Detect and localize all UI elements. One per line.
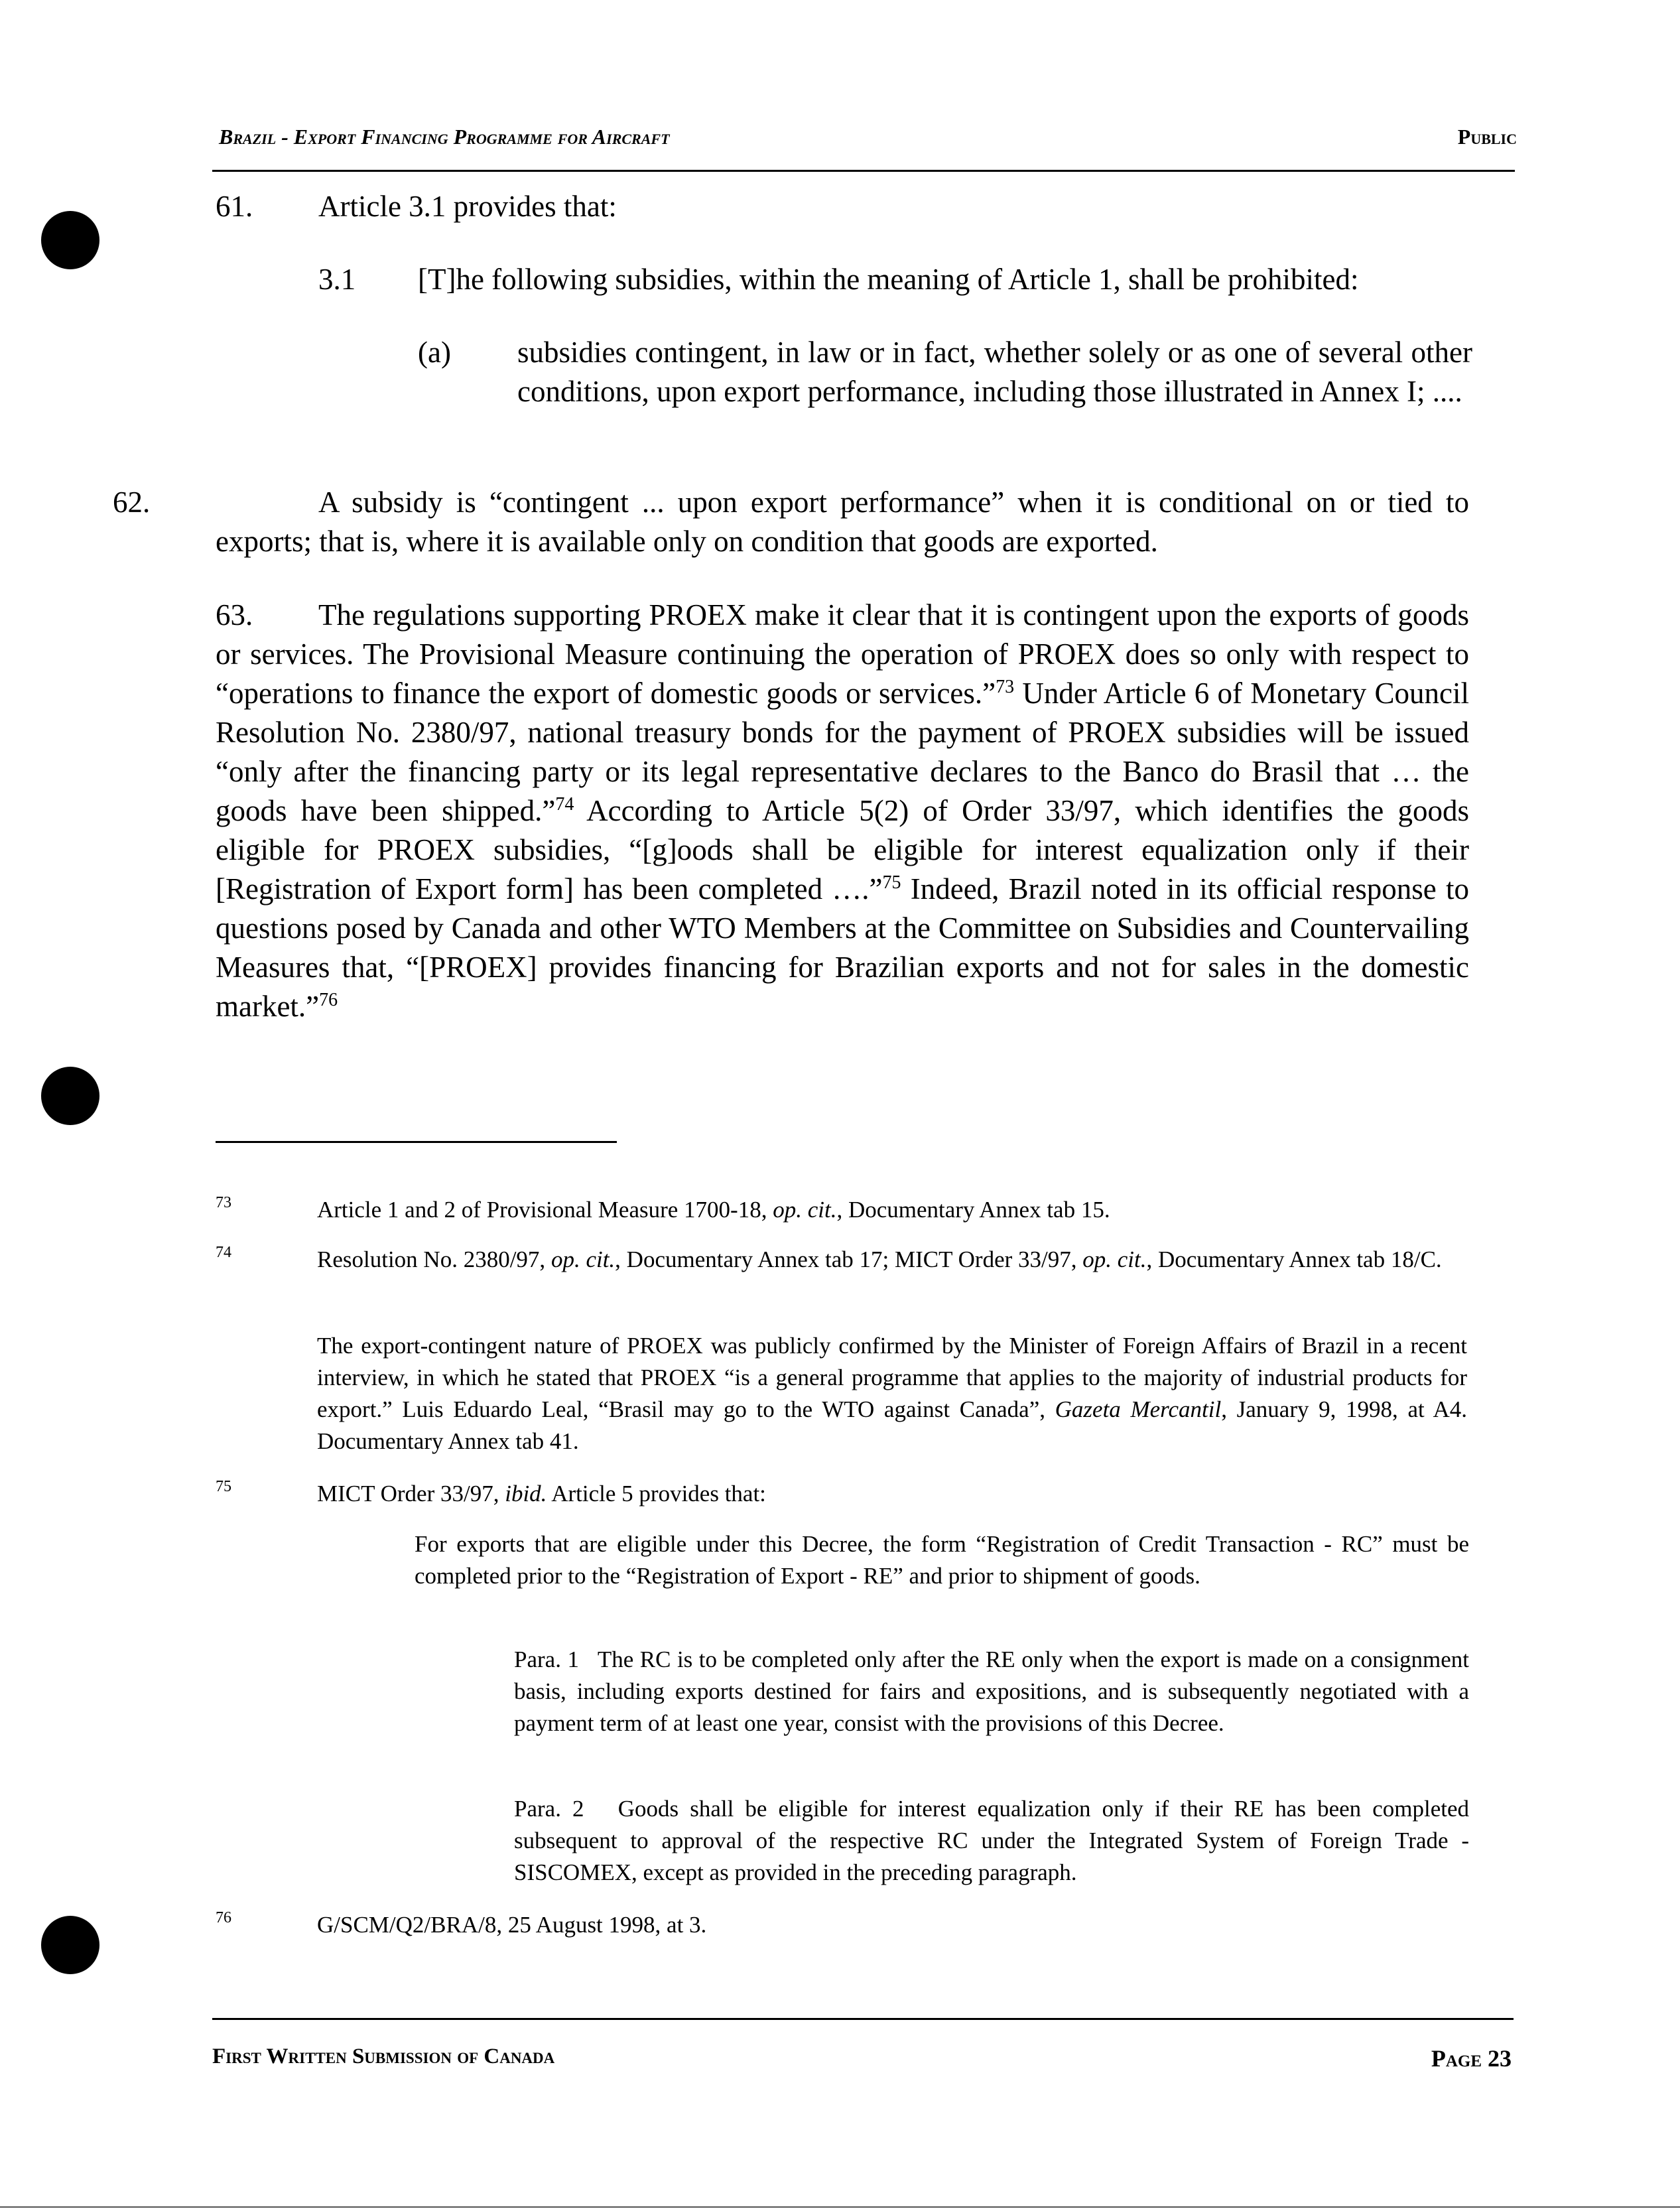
footnote-74-part: , January 9, 1998, at A4. Documentary Annex tab 41.: [317, 1396, 1468, 1454]
footnote-75-part: Article 5 provides that:: [547, 1481, 766, 1507]
footnote-74-part: Resolution No. 2380/97,: [317, 1246, 551, 1272]
footnote-75-citation: ibid.: [505, 1481, 547, 1507]
para-61-text: Article 3.1 provides that:: [318, 190, 617, 223]
footnote-73-number: 73: [216, 1194, 231, 1211]
footnote-73-text: [317, 1194, 1467, 1226]
footer-document-title: First Written Submission of Canada: [212, 2044, 555, 2068]
para-62-text: A subsidy is “contingent ... upon export performance” when it is conditional on or tied to exports; that is, where it is available only on condition that goods are exported.: [216, 486, 1469, 558]
para-63-sentence-4: Indeed, Brazil noted in its official response to questions posed by Canada and other WTO Members at the Committee on Subsidies and Countervailing Measures that, “[PROEX] provides financing for Brazilian exports and not for sales in the domestic market.”: [216, 872, 1469, 1023]
punch-hole-top: [41, 211, 99, 269]
footnote-74-part: , Documentary Annex tab 18/C.: [1146, 1246, 1442, 1272]
footer-rule: [212, 2018, 1514, 2020]
footnote-75-part: MICT Order 33/97,: [317, 1481, 505, 1507]
footer-page-number: Page 23: [1431, 2045, 1512, 2072]
footnote-ref-73[interactable]: 73: [996, 677, 1015, 697]
footnote-ref-74[interactable]: 74: [555, 794, 574, 815]
punch-hole-bottom: [41, 1916, 99, 1974]
footnote-ref-76[interactable]: 76: [319, 990, 338, 1010]
footnote-73-part: Article 1 and 2 of Provisional Measure 1700-18,: [317, 1197, 773, 1223]
page-edge-line: [0, 2206, 1680, 2208]
footnote-separator: [216, 1141, 617, 1143]
footnote-76-text: G/SCM/Q2/BRA/8, 25 August 1998, at 3.: [317, 1912, 707, 1938]
para-62-number: 62.: [113, 486, 151, 519]
footnote-74-citation: op. cit.: [550, 1246, 615, 1272]
footnote-75-number: 75: [216, 1478, 231, 1495]
quote-article-text: [T]he following subsidies, within the meaning of Article 1, shall be prohibited:: [418, 263, 1359, 296]
footnote-75-text: [317, 1478, 1467, 1510]
para-61-number: 61.: [216, 190, 253, 223]
footnote-75-para-1: Para. 1 The RC is to be completed only after the RE only when the export is made on a consignment basis, including exports destined for fairs and expositions, and is subsequently negotiated with a payment term of at least one year, consist with the provisions of this Decree.: [514, 1646, 1475, 1736]
quote-item-label: (a): [418, 336, 451, 369]
para-63: [216, 596, 1469, 1026]
footnote-76-number: 76: [216, 1909, 231, 1926]
para-63-sentence-1: The regulations supporting PROEX make it clear that it is contingent upon the exports of goods or services. The Provisional Measure continuing the operation of PROEX does so only with respect to “operations to finance the export of domestic goods or services.”: [216, 598, 1469, 710]
footnote-74-paragraph-2: [317, 1330, 1467, 1457]
header-rule: [212, 170, 1515, 172]
footnote-74-number: 74: [216, 1244, 231, 1261]
footnote-74-part: , Documentary Annex tab 17; MICT Order 33/97,: [615, 1246, 1083, 1272]
footnote-73-part: , Documentary Annex tab 15.: [836, 1197, 1110, 1223]
quote-article-number: 3.1: [318, 263, 356, 296]
footnote-74-part: The export-contingent nature of PROEX was publicly confirmed by the Minister of Foreign Affairs of Brazil in a recent interview, in which he stated that PROEX “is a general programme that applies to the majority of industrial products for export.” Luis Eduardo Leal, “Brasil may go to the WTO against Canada”,: [317, 1333, 1467, 1422]
footnote-74-citation: op. cit.: [1082, 1246, 1147, 1272]
footnote-ref-75[interactable]: 75: [882, 872, 901, 893]
header-title: Brazil - Export Financing Programme for Aircraft: [219, 125, 670, 149]
footnote-74-text: [317, 1244, 1467, 1276]
para-63-sentence-2: Under Article 6 of Monetary Council Resolution No. 2380/97, national treasury bonds for the payment of PROEX subsidies will be issued “only after the financing party or its legal representative declares to the Banco do Brasil that … the goods have been shipped.”: [216, 677, 1469, 827]
footnote-75-quote: For exports that are eligible under this Decree, the form “Registration of Credit Transaction - RC” must be completed prior to the “Registration of Export - RE” and prior to shipment of goods.: [415, 1531, 1469, 1589]
para-63-sentence-3: According to Article 5(2) of Order 33/97, which identifies the goods eligible for PROEX subsidies, “[g]oods shall be eligible for interest equalization only if their [Registration of Export form] has been completed ….”: [216, 794, 1469, 905]
quote-item-text: subsidies contingent, in law or in fact, whether solely or as one of several other conditions, upon export performance, including those illustrated in Annex I; ....: [517, 336, 1472, 408]
footnote-73-citation: op. cit.: [773, 1197, 837, 1223]
para-62: [113, 483, 1469, 561]
header-classification: Public: [1457, 125, 1517, 149]
para-63-number: 63.: [216, 598, 253, 632]
footnote-75-para-2: Para. 2 Goods shall be eligible for interest equalization only if their RE has been completed subsequent to approval of the respective RC under the Integrated System of Foreign Trade - SISCOMEX, except as provided in the preceding paragraph.: [514, 1796, 1475, 1885]
punch-hole-middle: [41, 1067, 99, 1125]
footnote-74-publication: Gazeta Mercantil: [1055, 1396, 1222, 1422]
